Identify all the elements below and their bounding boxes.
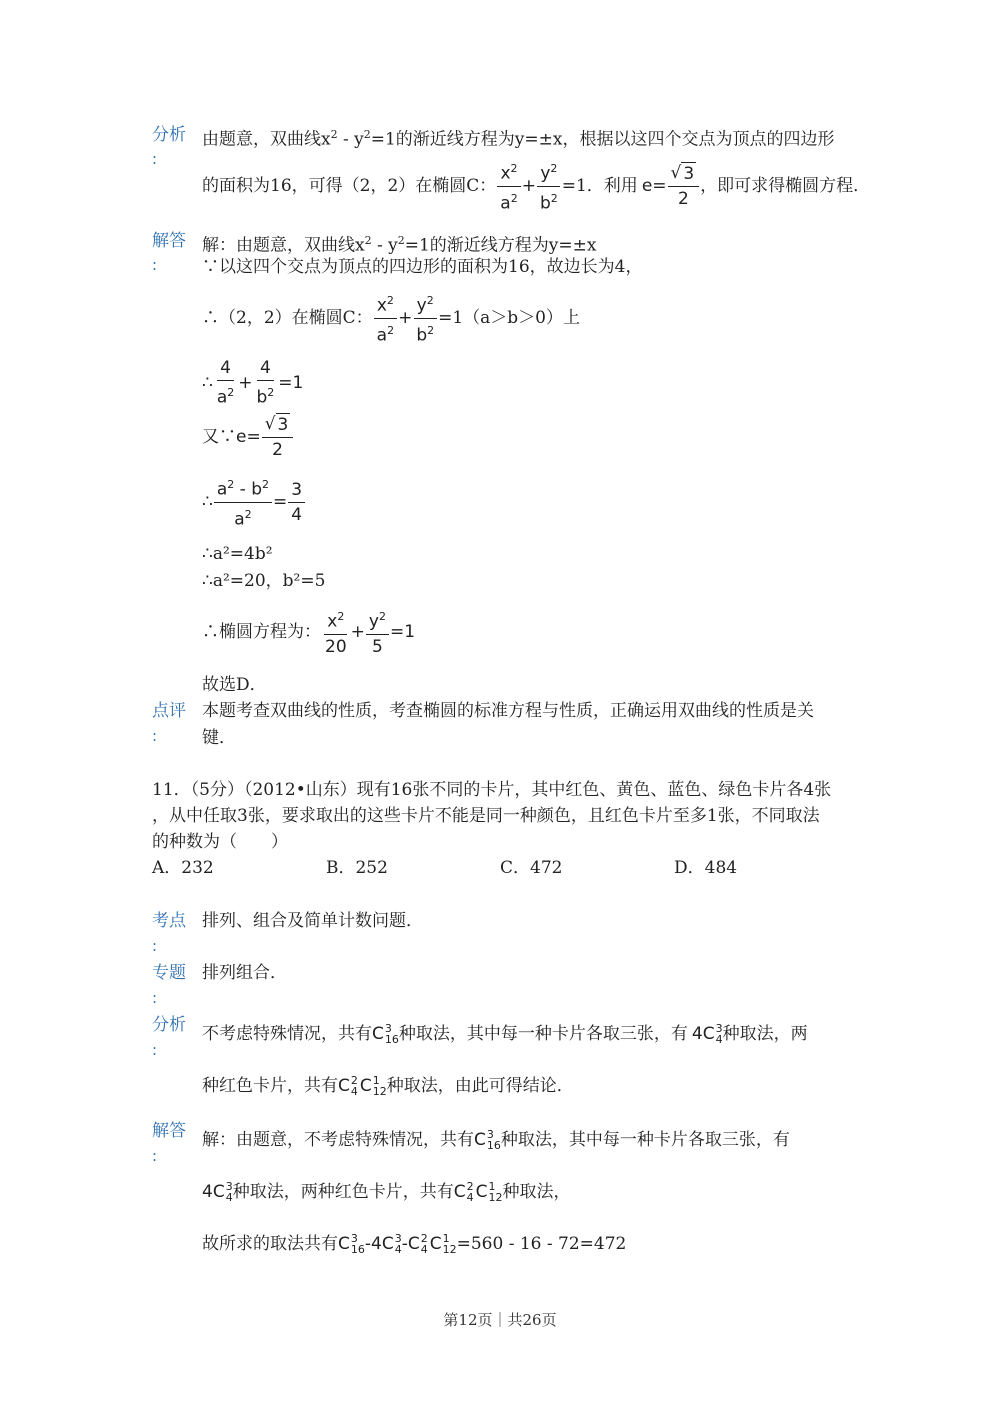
fraction: $\frac{x^2}{20}$ [322,606,350,658]
jieda2-line-2: 4 C 3 4 种取法，两种红色卡片，共有 C 2 4 C 1 12 种取法， [202,1180,571,1204]
combination-c16-3: C 3 16 [338,1232,365,1256]
jieda-line-2: ∵以这四个交点为顶点的四边形的面积为16，故边长为4， [202,257,643,277]
combination-c16-3: C 3 16 [474,1128,501,1152]
q11-option-c: C．472 [500,858,563,878]
dianping-line-1: 本题考查双曲线的性质，考查椭圆的标准方程与性质，正确运用双曲线的性质是关 [202,701,814,721]
fraction: $\frac{a^2 - b^2}{a^2}$ [214,474,272,530]
label-colon: : [152,256,158,274]
dianping-line-2: 键． [202,728,236,748]
label-colon: : [152,1147,158,1165]
combination-c4-2-c12-1: C 2 4 C 1 12 [453,1180,503,1204]
fraction: $\frac{y^2}{5}$ [366,606,389,658]
fraction: $\frac{x^2}{a^2}$ [497,158,520,214]
jieda2-line-3: 故所求的取法共有 C 3 16 - 4 C 3 4 - C 2 4 C 1 12 =560 - 16 - 72=472 [202,1232,627,1256]
label-zhuanti: 专题 [152,963,186,983]
fraction: $\frac{x^2}{a^2}$ [374,290,397,346]
label-dianping: 点评 [152,701,186,721]
fenxi2-line-1: 不考虑特殊情况，共有 C 3 16 种取法，其中每一种卡片各取三张，有 4 C 3 4 种取法，两 [202,1022,808,1046]
combination-4c4-3: 4 C 3 4 [691,1022,723,1046]
q11-line-3: 的种数为（ ） [152,832,288,852]
label-colon: : [152,989,158,1007]
jieda2-line-1: 解：由题意，不考虑特殊情况，共有 C 3 16 种取法，其中每一种卡片各取三张，有 [202,1128,790,1152]
label-fenxi: 分析 [152,125,186,145]
jieda-line-4: ∴ $\frac{4}{a^2}$ + $\frac{4}{b^2}$ =1 [202,358,304,408]
fraction: $\frac{4}{b^2}$ [256,358,275,408]
combination-c4-2-c12-1: C 2 4 C 1 12 [407,1232,457,1256]
fraction: $\frac{y^2}{b^2}$ [413,290,437,346]
label-kaodian: 考点 [152,911,186,931]
fraction: $\frac{3}{4}$ [288,479,305,526]
fenxi2-line-2: 种红色卡片，共有 C 2 4 C 1 12 种取法，由此可得结论． [202,1074,574,1098]
combination-c4-2-c12-1: C 2 4 C 1 12 [338,1074,387,1098]
label-colon: : [152,937,158,955]
q11-option-d: D．484 [674,858,738,878]
label-jieda-2: 解答 [152,1121,186,1141]
combination-4c4-3: 4 C 3 4 [202,1180,233,1204]
label-jieda: 解答 [152,231,186,251]
label-colon: : [152,727,158,745]
fenxi-line-1: 由题意，双曲线$x^2 - y^2=1$的渐近线方程为y=±x，根据以这四个交点为顶点的四边形 [202,128,835,150]
fraction: $\frac{4}{a^2}$ [216,358,235,408]
jieda-line-3: ∴（2，2）在椭圆C： $\frac{x^2}{a^2}$ + $\frac{y^2}{b^2}$ =1（a＞b＞0）上 [202,290,580,346]
label-colon: : [152,150,158,168]
q11-line-2: ，从中任取3张，要求取出的这些卡片不能是同一种颜色，且红色卡片至多1张，不同取法 [152,806,820,826]
jieda-line-10: 故选D． [202,675,267,695]
jieda-line-7: ∴a²=4b² [202,544,273,564]
zhuanti-text: 排列组合． [202,963,287,983]
fraction: √ 3 2 [262,413,294,461]
label-colon: : [152,1041,158,1059]
label-fenxi-2: 分析 [152,1015,186,1035]
fraction: $\frac{y^2}{b^2}$ [537,158,561,214]
jieda-line-8: ∴a²=20，b²=5 [202,571,326,591]
fraction: √ 3 2 [668,162,700,210]
page-footer: 第12页｜共26页 [443,1311,557,1329]
q11-option-a: A．232 [152,858,214,878]
jieda-line-6: ∴ $\frac{a^2 - b^2}{a^2}$ = $\frac{3}{4}$ [202,474,306,530]
jieda-line-5: 又∵ e= √ 3 2 [202,410,294,464]
combination-c16-3: C 3 16 [372,1022,399,1046]
kaodian-text: 排列、组合及简单计数问题． [202,911,423,931]
jieda-line-9: ∴椭圆方程为： $\frac{x^2}{20}$ + $\frac{y^2}{5}$ =1 [202,604,415,660]
q11-line-1: 11．（5分）（2012•山东）现有16张不同的卡片，其中红色、黄色、蓝色、绿色卡片各4张 [152,780,832,800]
jieda-line-1: 解：由题意，双曲线$x^2 - y^2=1$的渐近线方程为y=±x [202,234,597,256]
q11-option-b: B．252 [326,858,388,878]
fenxi-line-2: 的面积为16，可得（2，2）在椭圆C： $\frac{x^2}{a^2}$ + $\frac{y^2}{b^2}$ =1．利用 e= √ 3 2 ，即可求得椭圆方程． [202,158,870,214]
combination-4c4-3: 4 C 3 4 [371,1232,402,1256]
